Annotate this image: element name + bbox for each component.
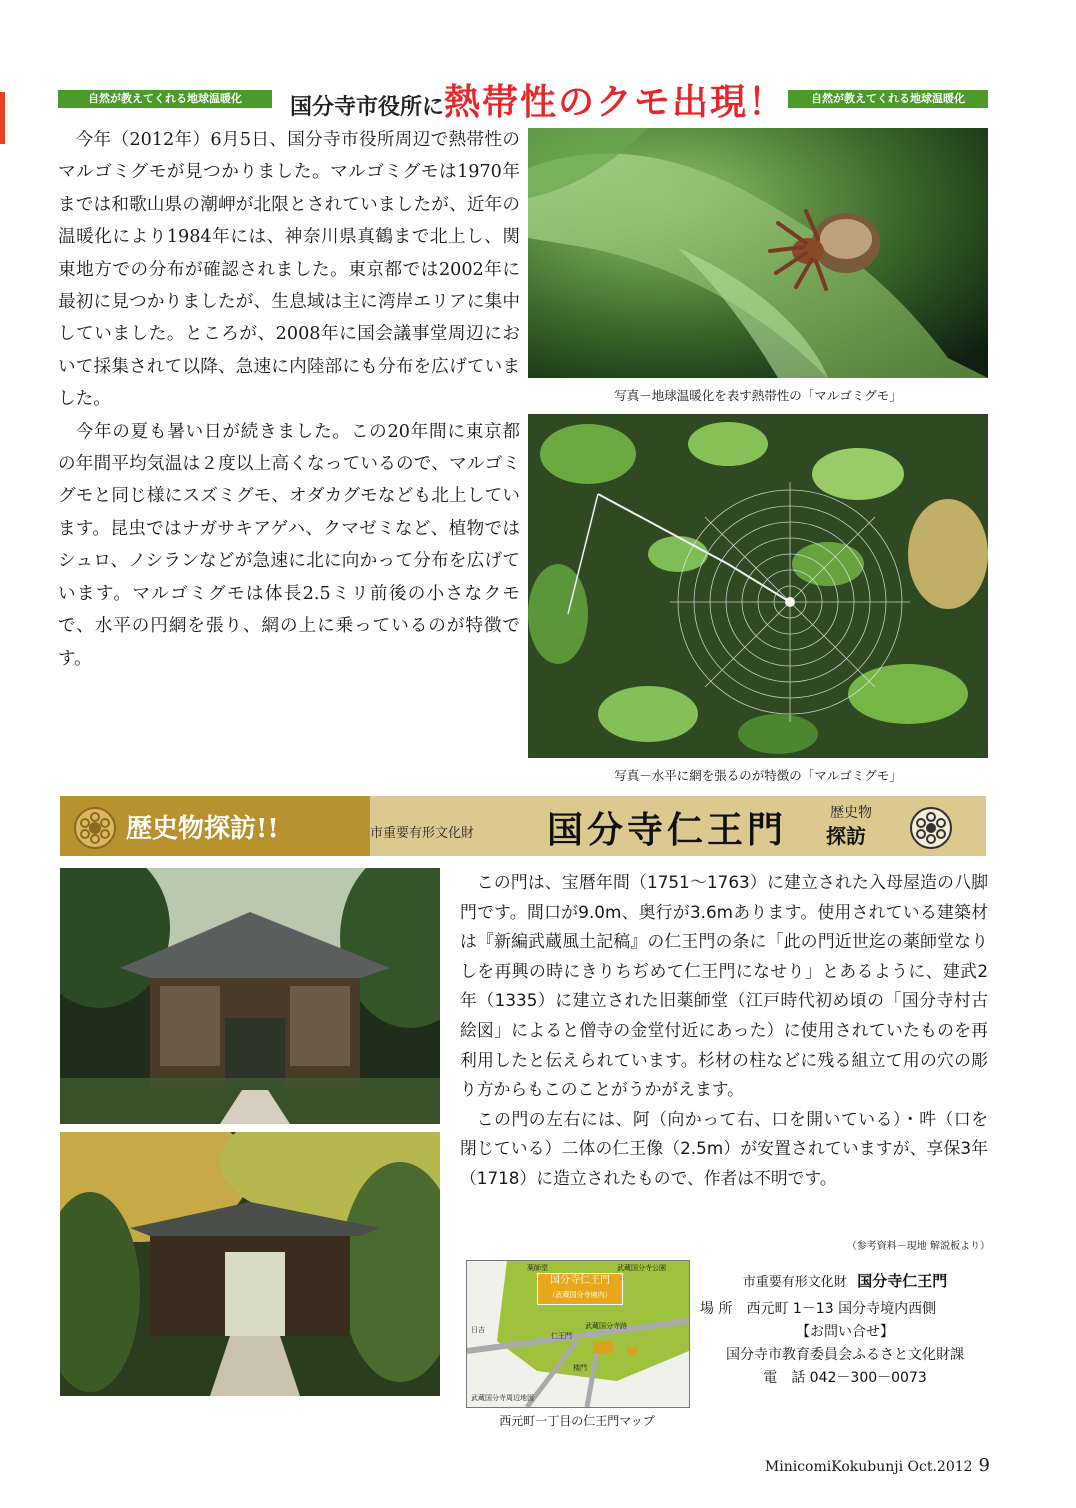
article-body-gate — [460, 868, 988, 1194]
map-box-title: 国分寺仁王門 — [550, 1275, 610, 1286]
info-designation: 市重要有形文化財 — [742, 1275, 847, 1290]
reference-note: （参考資料－現地 解説板より） — [846, 1241, 990, 1252]
photo-caption-2: 写真－水平に網を張るのが特徴の「マルゴミグモ」 — [614, 768, 902, 783]
info-contact-org: 国分寺市教育委員会ふるさと文化財課 — [726, 1347, 964, 1363]
section-tag-left: 自然が教えてくれる地球温暖化 — [58, 90, 272, 108]
article-headline — [0, 74, 1076, 125]
map-label: 武蔵国分寺周辺地図 — [471, 1394, 534, 1402]
paragraph: 今年の夏も暑い日が続きました。この20年間に東京都の年間平均気温は２度以上高くなっているので、マルゴミグモと同じ様にスズミグモ、オダカグモなども北上しています。昆虫ではナガサキアゲハ、クマゼミなど、植物ではシュロ、ノシランなどが急速に北に向かって分布を広げています。マルゴミグモは体長2.5ミリ前後の小さなクモで、水平の円網を張り、網の上に乗っているのが特徴です。 — [58, 421, 520, 669]
spider-web-photo — [528, 414, 988, 758]
map-box-sub: （武蔵国分寺境内） — [548, 1291, 612, 1299]
banner-designation: 市重要有形文化財 — [370, 826, 475, 841]
page-number: 9 — [978, 1455, 990, 1476]
map-label: 仁王門 — [551, 1332, 572, 1340]
banner-left-panel — [60, 796, 370, 856]
paragraph: 今年（2012年）6月5日、国分寺市役所周辺で熱帯性のマルゴミグモが見つかりました。マルゴミグモは1970年までは和歌山県の潮岬が北限とされていましたが、近年の温暖化により1984年には、神奈川県真鶴まで北上し、関東地方での分布が確認されました。東京都では2002年に最初に見つかりましたが、生息域は主に湾岸エリアに集中していました。ところが、2008年に国会議事堂周辺において採集されて以降、急速に内陸部にも分布を広げていました。 — [58, 130, 520, 410]
map-caption: 西元町一丁目の仁王門マップ — [499, 1414, 655, 1428]
section-tag-right: 自然が教えてくれる地球温暖化 — [788, 90, 988, 108]
gate-autumn-photo — [60, 1132, 440, 1396]
location-map — [466, 1260, 690, 1408]
banner-series-title: 歴史物探訪!! — [126, 814, 279, 844]
map-label: 武蔵国分寺公園 — [617, 1264, 666, 1272]
info-location: 場 所 西元町 1－13 国分寺境内西側 — [700, 1301, 937, 1317]
banner-site-name: 国分寺仁王門 — [547, 809, 788, 851]
paragraph: この門は、宝暦年間（1751～1763）に建立された入母屋造の八脚門です。間口が9.0m、奥行が3.6mあります。使用されている建築材は『新編武蔵風土記稿』の仁王門の条に「此の門近世迄の薬師堂なりしを再興の時にきりちぢめて仁王門になせり」とあるように、建武2年（1335）に建立された旧薬師堂（江戸時代初め頃の「国分寺村古絵図」によると僧寺の金堂付近にあった）に使用されていたものを再利用したと伝えられています。杉材の柱などに残る組立て用の穴の彫り方からもこのことがうかがえます。 — [460, 872, 988, 1100]
banner-side-small: 歴史物 — [830, 805, 872, 821]
map-label: 日吉 — [471, 1326, 485, 1334]
history-banner — [60, 796, 986, 856]
chrysanthemum-crest-icon — [910, 807, 952, 849]
map-label: 薬師堂 — [527, 1264, 548, 1272]
info-phone: 電 話 042－300－0073 — [763, 1370, 927, 1386]
spider-closeup-photo — [528, 128, 988, 378]
headline-prefix: 国分寺市役所に — [289, 95, 444, 120]
info-site-name: 国分寺仁王門 — [857, 1272, 948, 1290]
gate-front-photo — [60, 868, 440, 1124]
site-info-box — [700, 1270, 990, 1390]
article-body-spider — [58, 124, 520, 675]
map-label: 武蔵国分寺跡 — [585, 1322, 627, 1330]
page-footer — [700, 1455, 990, 1476]
info-contact-heading: 【お問い合せ】 — [796, 1324, 894, 1340]
photo-caption-1: 写真－地球温暖化を表す熱帯性の「マルゴミグモ」 — [614, 388, 902, 403]
headline-main: 熱帯性のクモ出現！ — [444, 82, 787, 123]
publication-name: MinicomiKokubunji Oct.2012 — [764, 1459, 973, 1475]
info-heading — [700, 1270, 990, 1294]
map-title-box — [537, 1273, 623, 1305]
map-label: 楼門 — [573, 1364, 587, 1372]
paragraph: この門の左右には、阿（向かって右、口を開いている）・吽（口を閉じている）二体の仁王像（2.5m）が安置されていますが、享保3年（1718）に造立されたもので、作者は不明です。 — [460, 1108, 988, 1188]
banner-side-big: 探訪 — [826, 824, 866, 848]
chrysanthemum-crest-icon — [74, 807, 116, 849]
